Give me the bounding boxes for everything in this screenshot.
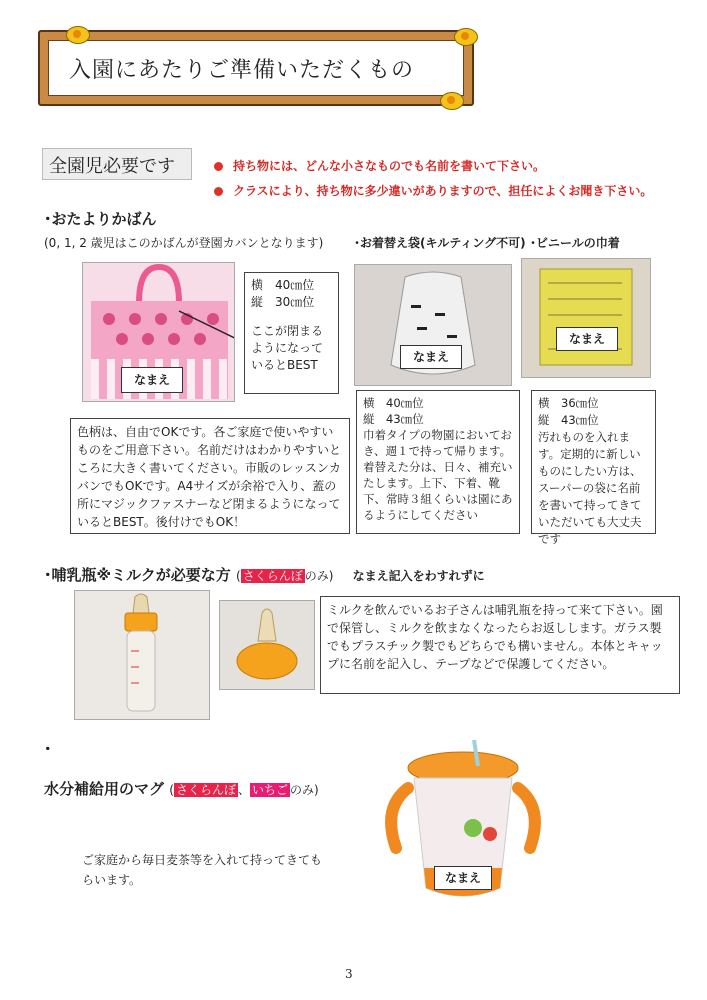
vinyl-bag-description: 汚れものを入れます。定期的に新しいものにしたい方は、スーパーの袋に名前を書いて持ってきていただいても大丈夫です (538, 430, 642, 546)
bottle-description: ミルクを飲んでいるお子さんは哺乳瓶を持って来て下さい。園で保管し、ミルクを飲まなくなったらお返しします。ガラス製でもプラスチック製でもどちらでも構いません。本体とキャップに名前を記入し、テープなどで保護してください。 (327, 603, 663, 671)
page-number: 3 (345, 967, 353, 981)
changing-bag-heading: ･お着替え袋(キルティング不可) (354, 236, 526, 250)
note-1 (214, 157, 545, 174)
bullet-dot-icon (214, 162, 223, 171)
mug-tag-close: のみ) (289, 783, 319, 797)
title-board (38, 30, 474, 106)
bottle-photo (74, 590, 210, 720)
all-children-label (42, 148, 192, 180)
bottle-class-badge: さくらんぼ (242, 569, 303, 583)
bag-description-box (70, 418, 350, 534)
bottle-tag-open: ( (236, 569, 241, 583)
note-1-text: 持ち物には、どんな小さなものでも名前を書いて下さい。 (233, 159, 546, 173)
bag-photo (82, 262, 235, 402)
changing-bag-box (356, 390, 520, 534)
nipple-photo (219, 600, 315, 690)
mug-tag-sep: 、 (237, 783, 250, 797)
bag-name-label: なまえ (121, 367, 183, 393)
page-title: 入園にあたりご準備いただくもの (69, 58, 415, 83)
bottle-cap-image (220, 601, 314, 689)
mug-class-badge-1: さくらんぼ (175, 783, 236, 797)
bag-callout: ここが閉まるようになっているとBEST (251, 324, 324, 372)
note-2 (214, 182, 652, 199)
mug-photo (378, 738, 548, 908)
mug-class-badge-2: いちご (251, 783, 288, 797)
bag-heading: ･おたよりかばん (44, 210, 157, 228)
baby-bottle-image (75, 591, 209, 719)
all-children-text: 全園児必要です (49, 156, 175, 177)
vinyl-bag-box (531, 390, 656, 546)
bottle-tag (236, 569, 333, 583)
bottle-heading (44, 564, 485, 585)
vinyl-bag-heading: ･ビニールの巾着 (530, 236, 620, 250)
mug-description: ご家庭から毎日麦茶等を入れて持ってきてもらいます。 (82, 853, 323, 887)
flower-icon (66, 26, 90, 44)
flower-icon (454, 28, 478, 46)
mug-name-label: なまえ (434, 866, 492, 890)
bottle-description-box (320, 596, 680, 694)
bottle-tag-close: のみ) (304, 569, 334, 583)
title-plank (48, 40, 464, 96)
bottle-reminder: なまえ記入をわすれずに (352, 569, 485, 583)
vinyl-bag-name-label: なまえ (556, 327, 618, 351)
note-2-text: クラスにより、持ち物に多少違いがありますので、担任によくお聞き下さい。 (233, 184, 653, 198)
mug-tag-open: ( (169, 783, 174, 797)
changing-bag-name-label: なまえ (400, 345, 462, 369)
vinyl-bag-image (522, 259, 650, 377)
mug-heading (44, 778, 319, 799)
bullet-dot-icon (214, 187, 223, 196)
mug-heading-text: 水分補給用のマグ (44, 780, 165, 798)
vinyl-bag-height: 縦 43㎝位 (538, 413, 599, 427)
bag-description: 色柄は、自由でOKです。各ご家庭で使いやすいものをご用意下さい。名前だけはわかりやすいところに大きく書いてください。市販のレッスンカバンでもOKです。A4サイズが余裕で入り、蓋の所にマジックファスナーなど閉まるようになっているとBEST。後付けでもOK！ (77, 425, 342, 529)
bag-height: 縦 30㎝位 (251, 295, 315, 309)
bag-width: 横 40㎝位 (251, 278, 315, 292)
flower-icon (440, 92, 464, 110)
vinyl-bag-width: 横 36㎝位 (538, 396, 599, 410)
changing-bag-description: 巾着タイプの物園においておき、週１で持って帰ります。着替えた分は、日々、補充いたします。上下、下着、靴下、常時３組くらいは園にあるようにしてください (363, 428, 513, 522)
changing-bag-height: 縦 43㎝位 (363, 412, 424, 426)
bag-subheading: (0, 1, 2 歳児はこのかばんが登園カバンとなります) (44, 236, 324, 250)
vinyl-bag-photo (521, 258, 651, 378)
bag-size-box (244, 272, 339, 394)
mug-tag (169, 783, 318, 797)
changing-bag-width: 横 40㎝位 (363, 396, 424, 410)
mug-bullet: ･ (44, 740, 52, 758)
bottle-heading-text: ･哺乳瓶※ミルクが必要な方 (44, 566, 231, 584)
changing-bag-photo (354, 264, 512, 386)
